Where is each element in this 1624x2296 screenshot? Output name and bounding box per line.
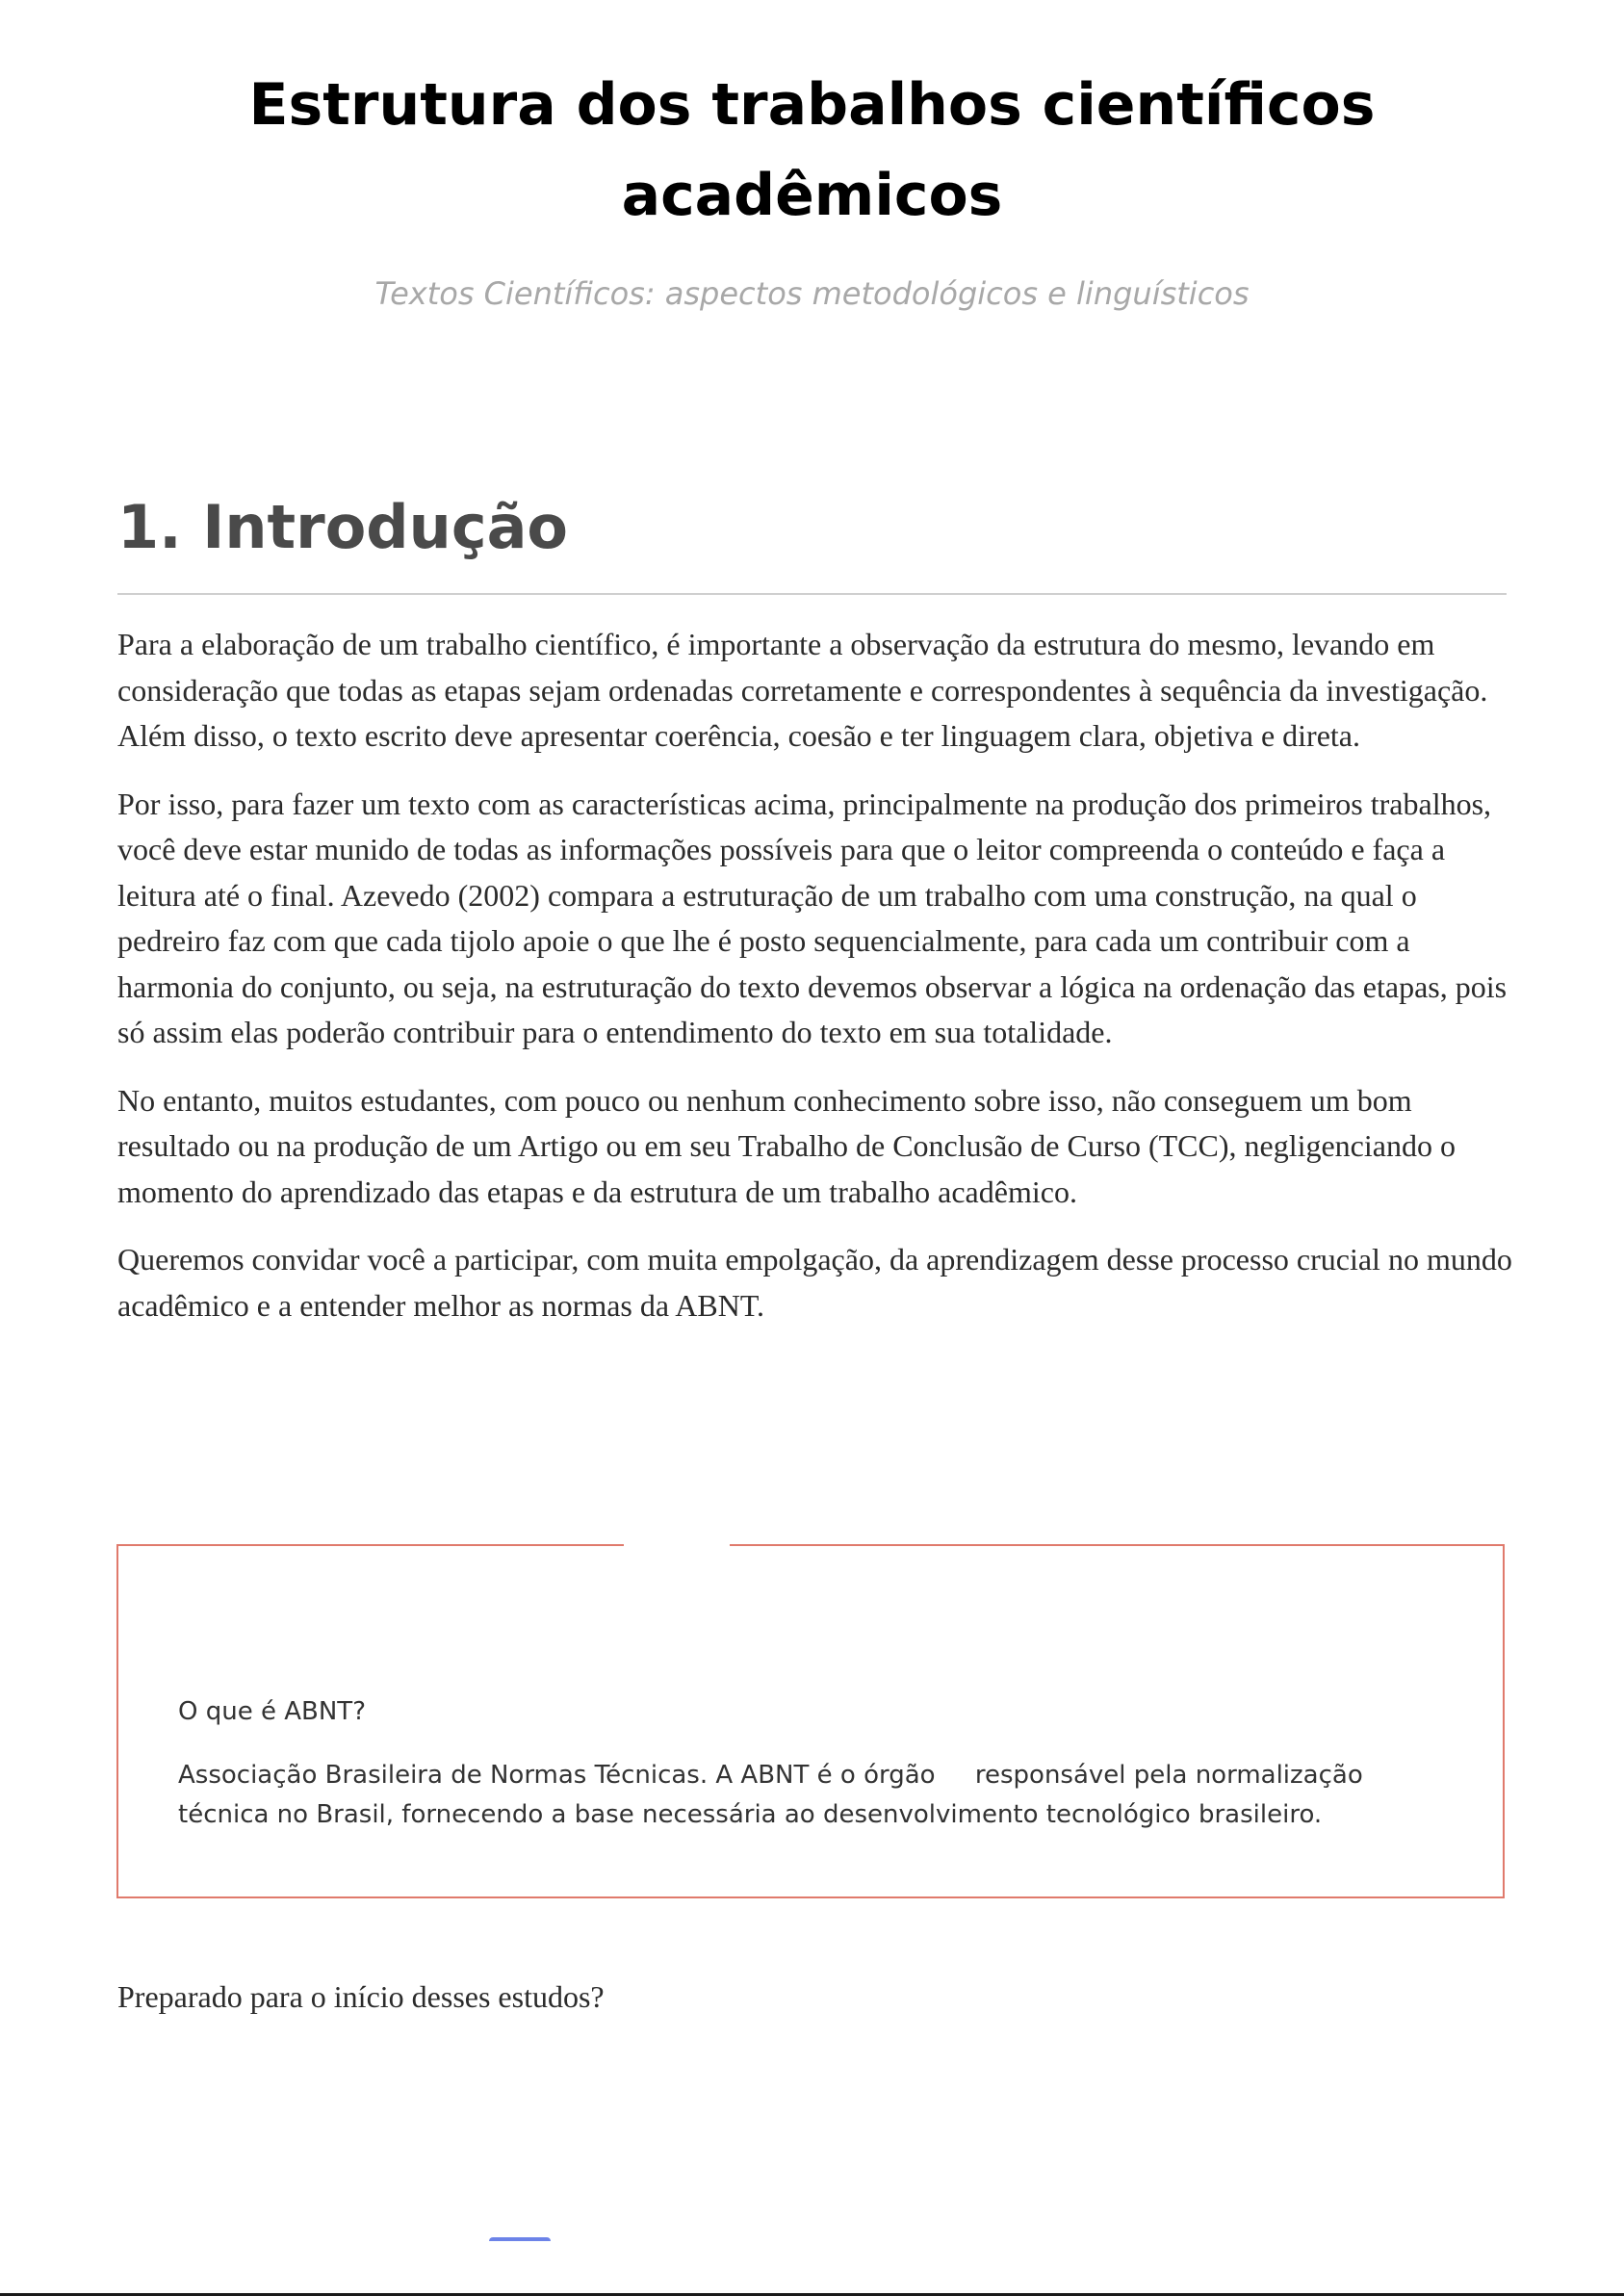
section-heading: 1. Introdução bbox=[117, 492, 568, 562]
closing-question: Preparado para o início desses estudos? bbox=[117, 1979, 605, 2014]
callout-question: O que é ABNT? bbox=[178, 1697, 366, 1726]
page-marker bbox=[489, 2237, 551, 2241]
document-subtitle: Textos Científicos: aspectos metodológicos e linguísticos bbox=[374, 275, 1250, 312]
section-divider bbox=[117, 593, 1507, 595]
paragraph: Queremos convidar você a participar, com muita empolgação, da aprendizagem desse processo crucial no mundo acadêmico e a entender melhor as normas da ABNT. bbox=[117, 1242, 1512, 1323]
paragraph: No entanto, muitos estudantes, com pouco ou nenhum conhecimento sobre isso, não conseguem um bom resultado ou na produção de um Artigo ou em seu Trabalho de Conclusão de Curso (TCC), negligenciando o momento do aprendizado das etapas e da estrutura de um trabalho acadêmico. bbox=[117, 1082, 1456, 1209]
paragraph: Para a elaboração de um trabalho científico, é importante a observação da estrutura do mesmo, levando em consideração que todas as etapas sejam ordenadas corretamente e correspondentes à sequência da investigação. Além disso, o texto escrito deve apresentar coerência, coesão e ter linguagem clara, objetiva e direta. bbox=[117, 627, 1488, 753]
document-title: Estrutura dos trabalhos científicos acadêmicos bbox=[248, 71, 1376, 229]
section-body bbox=[117, 622, 1513, 1351]
callout-border-gap bbox=[624, 1541, 730, 1549]
paragraph: Por isso, para fazer um texto com as características acima, principalmente na produção dos primeiros trabalhos, você deve estar munido de todas as informações possíveis para que o leitor compreenda o conteúdo e faça a leitura até o final. Azevedo (2002) compara a estruturação de um trabalho com uma construção, na qual o pedreiro faz com que cada tijolo apoie o que lhe é posto sequencialmente, para cada um contribuir com a harmonia do conjunto, ou seja, na estruturação do texto devemos observar a lógica na ordenação das etapas, pois só assim elas poderão contribuir para o entendimento do texto em sua totalidade. bbox=[117, 786, 1508, 1049]
callout-answer: Associação Brasileira de Normas Técnicas. A ABNT é o órgão responsável pela normalização técnica no Brasil, fornecendo a base necessária ao desenvolvimento tecnológico brasileiro. bbox=[178, 1761, 1372, 1829]
